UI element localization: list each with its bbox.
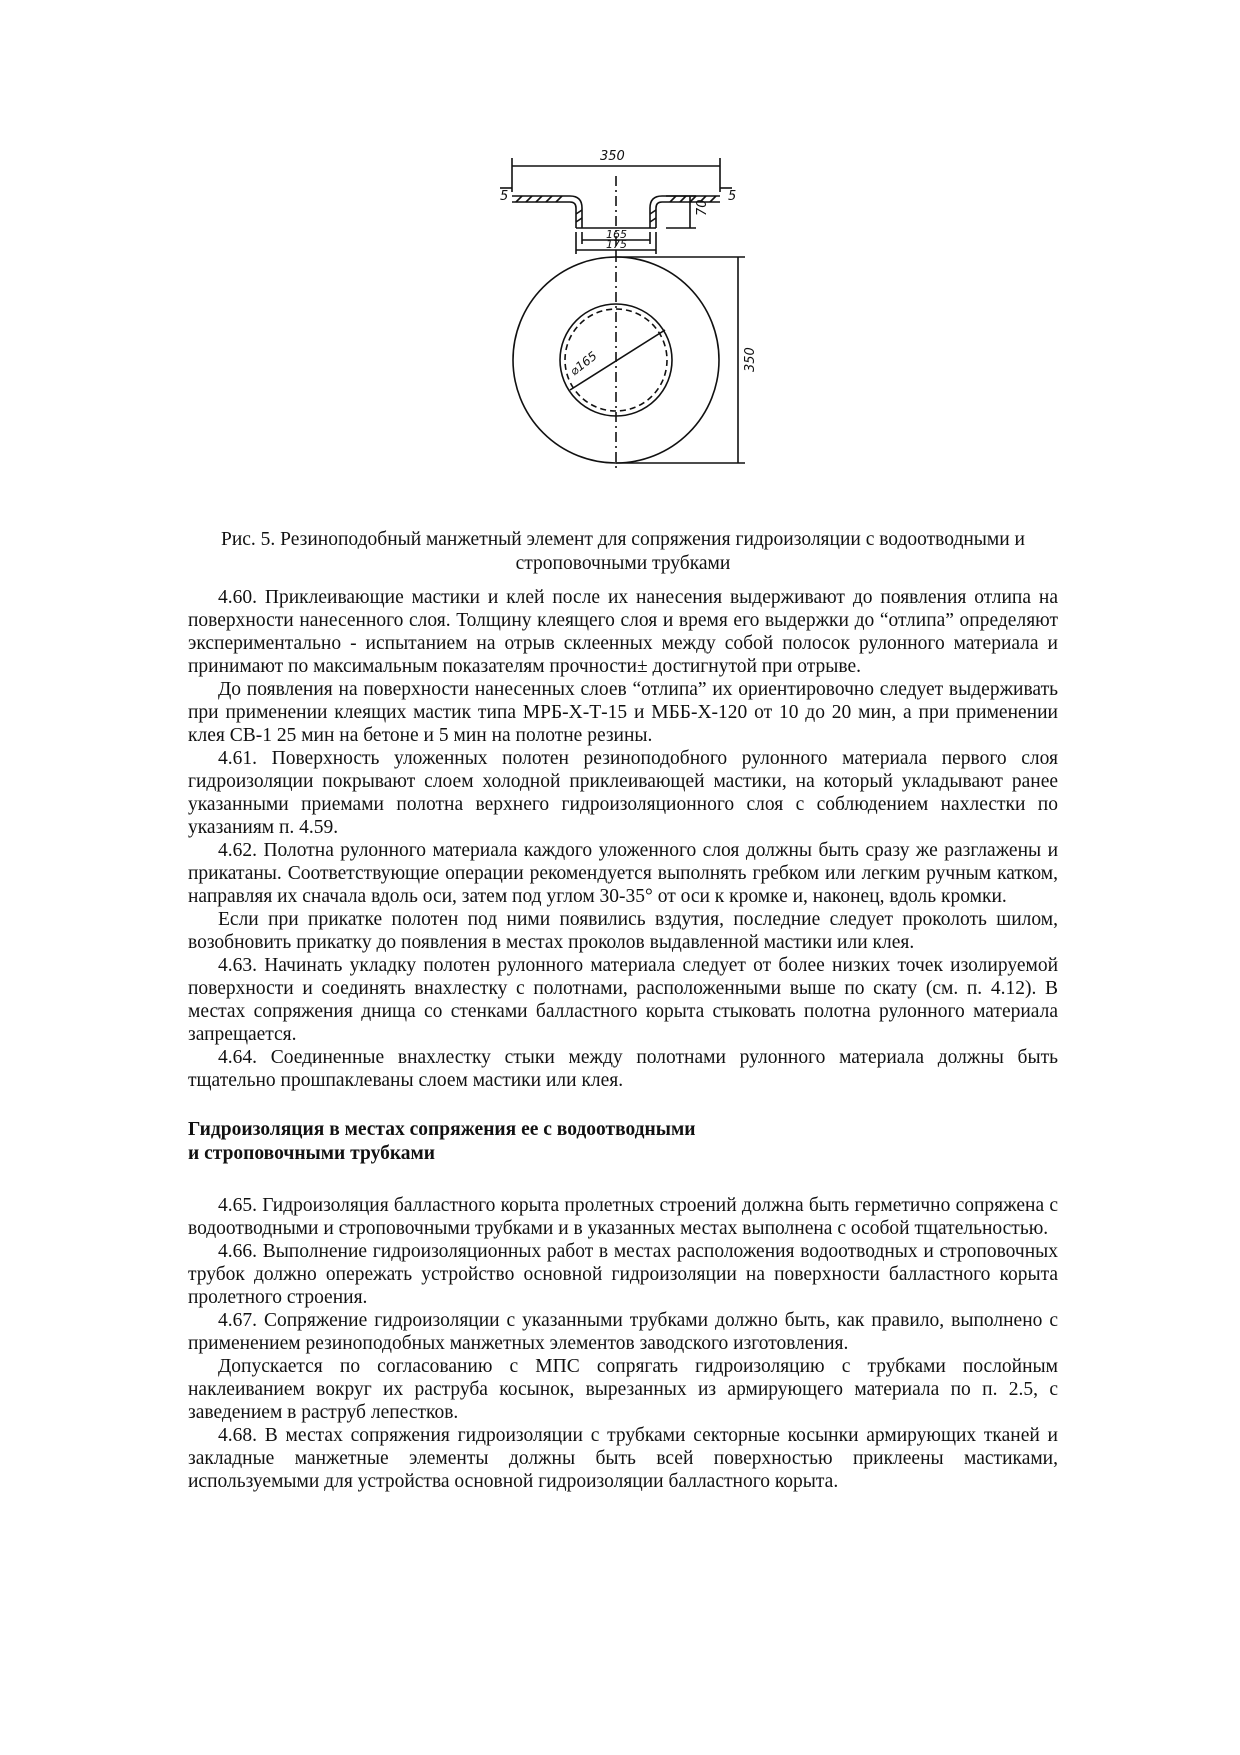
dim-inner-diameter: 165 [606, 228, 627, 241]
paragraph: 4.63. Начинать укладку полотен рулонного материала следует от более низких точек изолируемой поверхности и соединять внахлестку с полотнами, расположенными выше по скату (см. п. 4.12). В местах сопряжения днища со стенками балластного корыта стыковать полотна рулонного материала запрещается. [188, 955, 1058, 1045]
paragraph: До появления на поверхности нанесенных слоев “отлипа” их ориентировочно следует выдерживать при применении клеящих мастик типа МРБ-Х-Т-15 и МББ-Х-120 от 10 до 20 мин, а при применении клея СВ-1 25 мин на бетоне и 5 мин на полотне резины. [188, 679, 1058, 746]
dim-plan-inner: ⌀165 [567, 348, 600, 379]
paragraph: 4.64. Соединенные внахлестку стыки между полотнами рулонного материала должны быть тщательно прошпаклеваны слоем мастики или клея. [188, 1047, 1058, 1091]
dim-left-thickness: 5 [500, 189, 509, 204]
dim-outer-lower: 175 [606, 238, 627, 251]
paragraph: 4.60. Приклеивающие мастики и клей после их нанесения выдерживают до появления отлипа на поверхности нанесенного слоя. Толщину клеящего слоя и время его выдержки до “отлипа” определяют экспериментально - испытанием на отрыв склеенных между собой полосок рулонного материала и принимают по максимальным показателям прочности± достигнутой при отрыве. [188, 587, 1058, 677]
paragraph: 4.62. Полотна рулонного материала каждого уложенного слоя должны быть сразу же разглажены и прикатаны. Соответствующие операции рекомендуется выполнять гребком или легким ручным катком, направляя их сначала вдоль оси, затем под углом 30-35° от оси к кромке и, наконец, вдоль кромки. [188, 840, 1058, 907]
figure-caption: Рис. 5. Резиноподобный манжетный элемент для сопряжения гидроизоляции с водоотводными и строповочными трубками [220, 529, 1025, 574]
paragraph: 4.66. Выполнение гидроизоляционных работ в местах расположения водоотводных и строповочных трубок должно опережать устройство основной гидроизоляции на поверхности балластного корыта пролетного строения. [188, 1241, 1058, 1308]
paragraph: Допускается по согласованию с МПС сопрягать гидроизоляцию с трубками послойным наклеиванием вокруг их раструба косынок, вырезанных из армирующего материала по п. 2.5, с заведением в раструб лепестков. [188, 1356, 1058, 1423]
dim-top-width: 350 [600, 149, 625, 164]
section-heading-line: Гидроизоляция в местах сопряжения ее с водоотводными [188, 1119, 696, 1140]
paragraph: 4.67. Сопряжение гидроизоляции с указанными трубками должно быть, как правило, выполнено с применением резиноподобных манжетных элементов заводского изготовления. [188, 1310, 1058, 1354]
section-heading [188, 1118, 1058, 1166]
paragraph: 4.68. В местах сопряжения гидроизоляции с трубками секторные косынки армирующих тканей и закладные манжетные элементы должны быть всей поверхностью приклеены мастиками, используемыми для устройства основной гидроизоляции балластного корыта. [188, 1425, 1058, 1492]
dim-plan-diameter: 350 [743, 347, 758, 372]
cuff-drawing [470, 140, 770, 500]
paragraph: 4.65. Гидроизоляция балластного корыта пролетных строений должна быть герметично сопряжена с водоотводными и строповочными трубками и в указанных местах выполнена с особой тщательностью. [188, 1195, 1058, 1239]
cuff-drawing-svg [470, 140, 770, 500]
document-body [188, 586, 1058, 1493]
dim-height: 70 [695, 199, 710, 216]
dim-right-thickness: 5 [728, 189, 737, 204]
section-heading-line: и строповочными трубками [188, 1143, 436, 1164]
paragraph: Если при прикатке полотен под ними появились вздутия, последние следует проколоть шилом, возобновить прикатку до появления в местах проколов выдавленной мастики или клея. [188, 909, 1058, 953]
paragraph: 4.61. Поверхность уложенных полотен резиноподобного рулонного материала первого слоя гидроизоляции покрывают слоем холодной приклеивающей мастики, на который укладывают ранее указанными приемами полотна верхнего гидроизоляционного слоя с соблюдением нахлестки по указаниям п. 4.59. [188, 748, 1058, 838]
